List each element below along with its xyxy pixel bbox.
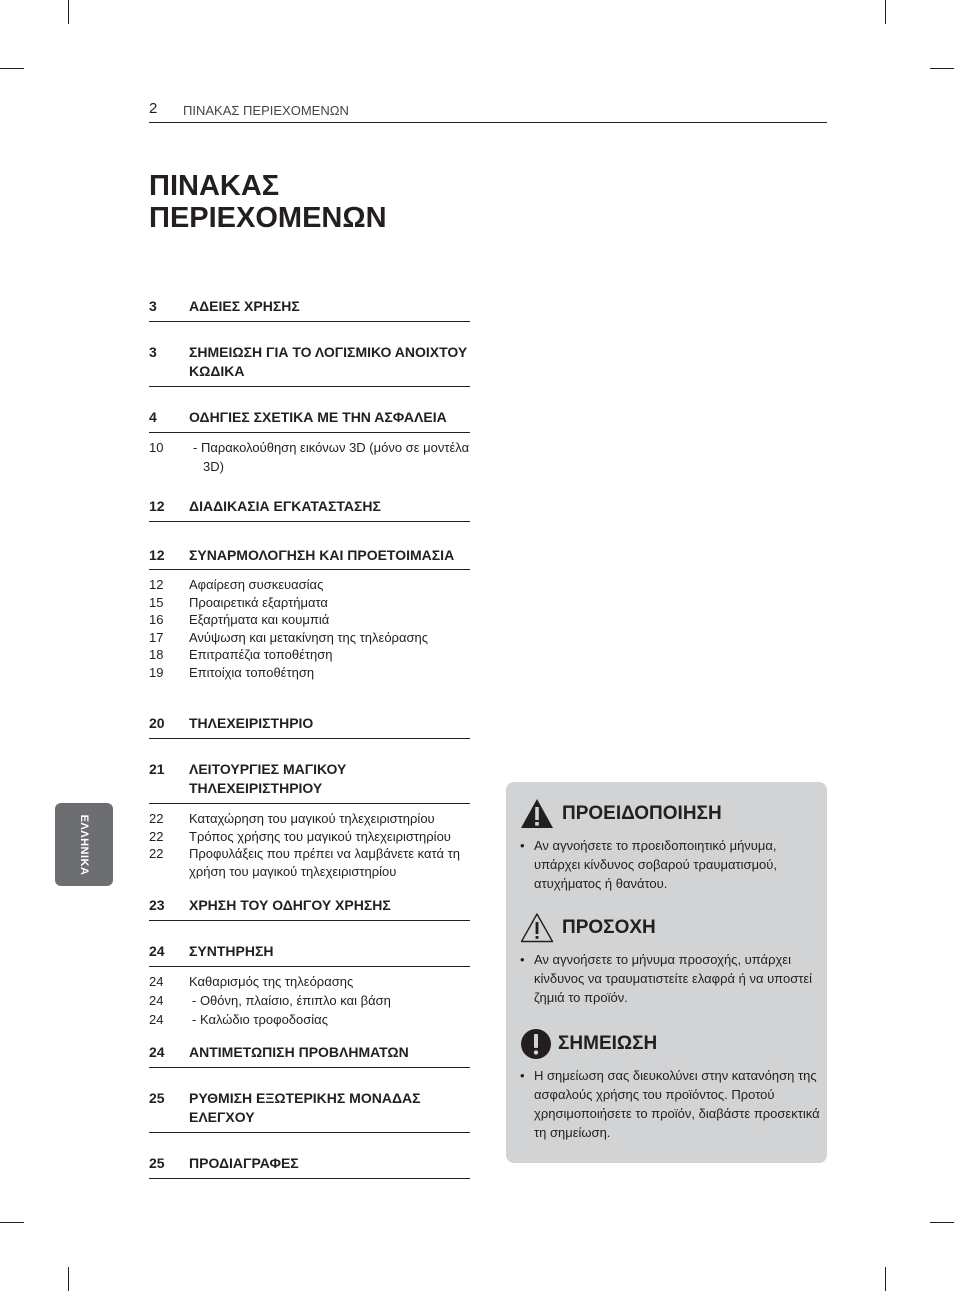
notice-box (506, 782, 827, 1163)
toc-section-heading[interactable] (149, 1089, 470, 1133)
toc-subitem[interactable] (149, 972, 470, 991)
toc-entry[interactable] (149, 1043, 470, 1068)
toc-page-number: 22 (149, 811, 164, 826)
language-tab-label: ΕΛΛΗΝΙΚΑ (78, 814, 90, 875)
toc-section-heading[interactable] (149, 497, 470, 522)
toc-section-heading[interactable] (149, 896, 470, 921)
toc-page-number: 17 (149, 629, 164, 645)
toc-page-number: 15 (149, 594, 164, 610)
toc-page-number: 22 (149, 828, 164, 844)
toc-section-heading[interactable] (149, 547, 470, 570)
toc-entry[interactable] (149, 942, 470, 1029)
toc-subitem-title: - Οθόνη, πλαίσιο, έπιπλο και βάση (192, 993, 391, 1008)
toc-page-number: 20 (149, 715, 165, 731)
toc-subitem[interactable] (149, 646, 470, 664)
toc-entry[interactable] (149, 408, 470, 476)
toc-subitem-title: Ανύψωση και μετακίνηση της τηλεόρασης (189, 629, 428, 645)
toc-page-number: 4 (149, 409, 157, 425)
toc-section-heading[interactable] (149, 1043, 470, 1068)
toc-page-number: 12 (149, 498, 165, 514)
toc-entry[interactable] (149, 896, 470, 921)
toc-page-number: 24 (149, 974, 164, 989)
toc-page-number: 24 (149, 993, 164, 1008)
toc-page-number: 22 (149, 846, 164, 861)
note-text: Η σημείωση σας διευκολύνει στην κατανόηση της ασφαλούς χρήσης του προϊόντος. Προτού χρησιμοποιήσετε το προϊόν, διαβάστε προσεκτικά τη σημείωση. (534, 1068, 820, 1140)
toc-entry[interactable] (149, 1154, 470, 1179)
toc-section-title: ΤΗΛΕΧΕΙΡΙΣΤΗΡΙΟ (189, 715, 314, 731)
bullet: • (520, 1068, 525, 1083)
toc-page-number: 24 (149, 943, 165, 959)
toc-subitem-title: Καταχώρηση του μαγικού τηλεχειριστηρίου (189, 811, 435, 826)
toc-subitem[interactable] (149, 664, 470, 682)
toc-page-number: 25 (149, 1090, 165, 1106)
toc-subitem-title: Προφυλάξεις που πρέπει να λαμβάνετε κατά τη χρήση του μαγικού τηλεχειριστηρίου (189, 846, 460, 879)
toc-subitem[interactable] (149, 594, 470, 612)
page-number: 2 (149, 100, 158, 117)
toc-section-heading[interactable] (149, 760, 470, 804)
toc-subitem[interactable] (149, 1010, 470, 1029)
toc-entry[interactable] (149, 1089, 470, 1133)
crop-mark (885, 0, 886, 24)
crop-mark (68, 1267, 69, 1291)
page-title (149, 170, 387, 234)
toc-subitem-title: Επιτραπέζια τοποθέτηση (189, 647, 333, 662)
toc-section-title: ΣΥΝΤΗΡΗΣΗ (189, 943, 274, 959)
crop-mark (0, 68, 24, 69)
caution-notice (520, 910, 820, 1007)
toc-entry[interactable] (149, 760, 470, 880)
toc-entry[interactable] (149, 497, 470, 522)
toc-page-number: 24 (149, 1012, 164, 1027)
warning-notice (520, 796, 820, 893)
toc-subitem[interactable] (149, 810, 470, 828)
toc-subitem-title: Καθαρισμός της τηλεόρασης (189, 974, 354, 989)
page-title-line2: ΠΕΡΙΕΧΟΜΕΝΩΝ (149, 202, 387, 234)
toc-page-number: 19 (149, 664, 164, 680)
toc-section-title: ΑΝΤΙΜΕΤΩΠΙΣΗ ΠΡΟΒΛΗΜΑΤΩΝ (189, 1044, 409, 1060)
exclamation-circle-icon (520, 1028, 552, 1060)
toc-subitem[interactable] (149, 845, 470, 880)
toc-subitem[interactable] (149, 576, 470, 594)
bullet: • (520, 952, 525, 967)
toc-entry[interactable] (149, 343, 470, 387)
running-head-title: ΠΙΝΑΚΑΣ ΠΕΡΙΕΧΟΜΕΝΩΝ (183, 103, 349, 118)
caution-triangle-icon (520, 912, 554, 944)
running-head (149, 100, 827, 123)
toc-page-number: 3 (149, 344, 157, 360)
toc-page-number: 12 (149, 577, 164, 592)
toc-page-number: 10 (149, 440, 164, 455)
toc-page-number: 21 (149, 761, 165, 777)
note-title: ΣΗΜΕΙΩΣΗ (558, 1033, 658, 1054)
bullet: • (520, 838, 525, 853)
toc-subitem-title: Προαιρετικά εξαρτήματα (189, 594, 328, 610)
toc-section-title: ΧΡΗΣΗ ΤΟΥ ΟΔΗΓΟΥ ΧΡΗΣΗΣ (189, 897, 391, 913)
toc-section-title: ΟΔΗΓΙΕΣ ΣΧΕΤΙΚΑ ΜΕ ΤΗΝ ΑΣΦΑΛΕΙΑ (189, 409, 447, 425)
crop-mark (68, 0, 69, 24)
toc-section-heading[interactable] (149, 714, 470, 739)
warning-text: Αν αγνοήσετε το προειδοποιητικό μήνυμα, υπάρχει κίνδυνος σοβαρού τραυματισμού, ατυχήματος ή θανάτου. (534, 838, 778, 891)
page-title-line1: ΠΙΝΑΚΑΣ (149, 170, 280, 202)
toc-section-title: ΠΡΟΔΙΑΓΡΑΦΕΣ (189, 1155, 299, 1171)
toc-subitem[interactable] (149, 828, 470, 846)
toc-page-number: 12 (149, 547, 165, 563)
toc-page-number: 3 (149, 298, 157, 314)
toc-section-heading[interactable] (149, 408, 470, 433)
caution-title: ΠΡΟΣΟΧΗ (562, 917, 656, 938)
toc-section-title: ΡΥΘΜΙΣΗ ΕΞΩΤΕΡΙΚΗΣ ΜΟΝΑΔΑΣ ΕΛΕΓΧΟΥ (189, 1090, 421, 1125)
toc-page-number: 23 (149, 897, 165, 913)
toc-subitem-title: - Παρακολούθηση εικόνων 3D (μόνο σε μοντέλα 3D) (193, 440, 470, 474)
toc-section-title: ΣΥΝΑΡΜΟΛΟΓΗΣΗ ΚΑΙ ΠΡΟΕΤΟΙΜΑΣΙΑ (189, 547, 455, 563)
toc-subitem[interactable] (149, 438, 470, 476)
toc-subitem-title: Αφαίρεση συσκευασίας (189, 577, 324, 592)
toc-section-heading[interactable] (149, 1154, 470, 1179)
toc-section-heading[interactable] (149, 942, 470, 967)
warning-triangle-icon (520, 798, 554, 830)
crop-mark (0, 1222, 24, 1223)
toc-entry[interactable] (149, 714, 470, 739)
toc-section-title: ΔΙΑΔΙΚΑΣΙΑ ΕΓΚΑΤΑΣΤΑΣΗΣ (189, 498, 381, 514)
toc-section-title: ΣΗΜΕΙΩΣΗ ΓΙΑ ΤΟ ΛΟΓΙΣΜΙΚΟ ΑΝΟΙΧΤΟΥ ΚΩΔΙΚΑ (189, 344, 468, 379)
toc-subitem[interactable] (149, 611, 470, 629)
toc-section-heading[interactable] (149, 297, 470, 322)
warning-title: ΠΡΟΕΙΔΟΠΟΙΗΣΗ (562, 803, 722, 824)
note-notice (520, 1026, 820, 1142)
toc-section-heading[interactable] (149, 343, 470, 387)
toc-page-number: 16 (149, 612, 164, 627)
toc-subitem-title: Εξαρτήματα και κουμπιά (189, 612, 330, 627)
toc-entry[interactable] (149, 297, 470, 322)
toc-subitem[interactable] (149, 629, 470, 647)
toc-subitem-title: - Καλώδιο τροφοδοσίας (192, 1012, 328, 1027)
toc-section-title: ΛΕΙΤΟΥΡΓΙΕΣ ΜΑΓΙΚΟΥ ΤΗΛΕΧΕΙΡΙΣΤΗΡΙΟΥ (189, 761, 347, 796)
toc-subitem[interactable] (149, 991, 470, 1010)
toc-section-title: ΑΔΕΙΕΣ ΧΡΗΣΗΣ (189, 298, 300, 314)
toc-subitem-title: Τρόπος χρήσης του μαγικού τηλεχειριστηρίου (189, 828, 451, 844)
toc-page-number: 24 (149, 1044, 165, 1060)
language-tab (55, 803, 113, 886)
crop-mark (885, 1267, 886, 1291)
toc-subitem-title: Επιτοίχια τοποθέτηση (189, 664, 315, 680)
crop-mark (930, 1222, 954, 1223)
toc-entry[interactable] (149, 547, 470, 681)
toc-page-number: 25 (149, 1155, 165, 1171)
caution-text: Αν αγνοήσετε το μήνυμα προσοχής, υπάρχει κίνδυνος να τραυματιστείτε ελαφρά ή να υποστεί ζημιά το προϊόν. (534, 952, 813, 1005)
crop-mark (930, 68, 954, 69)
toc-page-number: 18 (149, 647, 164, 662)
